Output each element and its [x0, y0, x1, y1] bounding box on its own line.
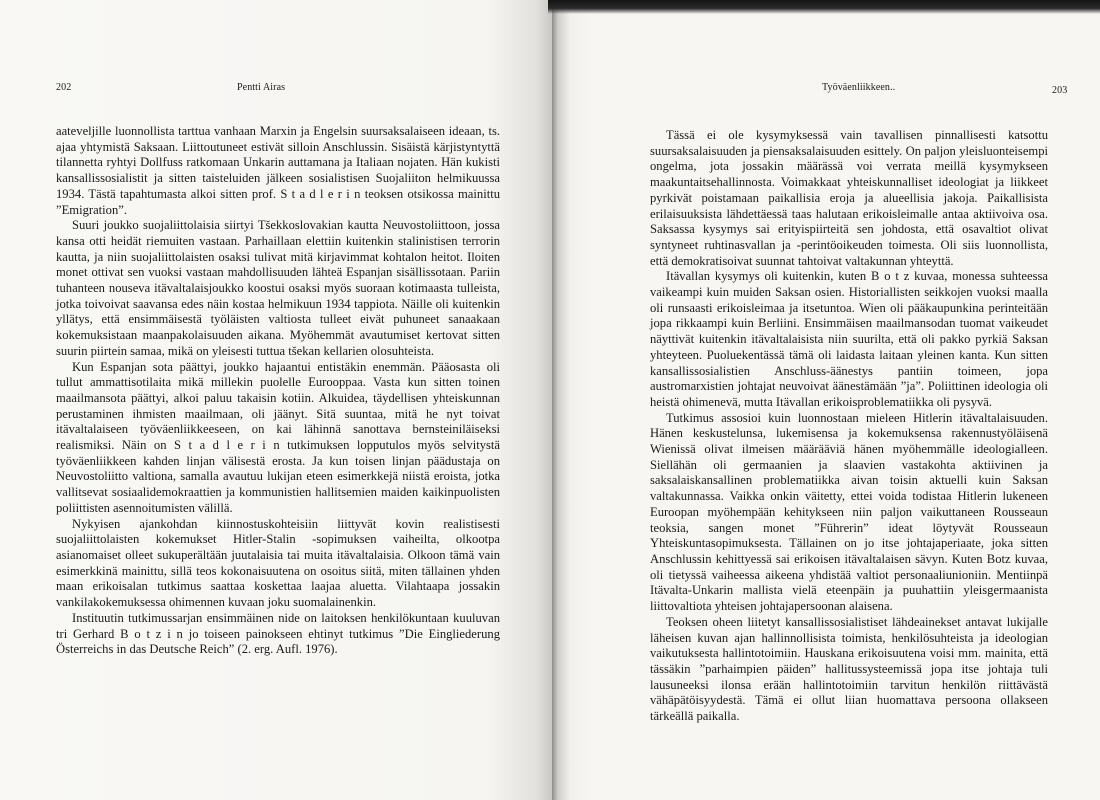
paragraph: Kun Espanjan sota päättyi, joukko hajaantui entistäkin enemmän. Pääosasta oli tullut ammattisotilaita mikä millekin puolelle Eurooppaa. Vasta kun sitten toinen maailmansota päättyi, alkoi paluu takaisin kotiin. Alkuidea, täydellisen yhteiskunnan perustaminen ihmisten maailmaan, oli jäänyt. Sitä suuntaa, mitä he nyt toivat itävaltalaiseen työväenliikkeeseen, on kai lähinnä sanottava bernsteiniläiseksi realismiksi. Näin on S t a d l e r i n tutkimuksen lopputulos myös selvitystä työväenliikkeen kahden linjan välisestä erosta. Ja kun toisen linjan päädustaja on Neuvostoliitto valtiona, samalla avautuu lukijan eteen esimerkkejä niistä eroista, jotka vallitsevat sosiaalidemokraattien ja kommunistien hallitsemien maiden kaikinpuolisten poliittisten asennoitumisten välillä.	[56, 359, 500, 515]
body-text	[56, 124, 500, 658]
scan-edge-shadow	[548, 0, 1100, 14]
paragraph: Tutkimus assosioi kuin luonnostaan mieleen Hitlerin itävaltalaisuuden. Hänen keskustelunsa, lukemisensa ja kokemuksensa rakennustyöläisenä Wienissä olivat ilmeisen määrääviä hänen myöhemmälle ideologialleen. Siellähän oli germaanien ja slaavien vastakohta aktiivinen ja saksalaiskansallinen problematiikka aivan toisin aktuelli kuin Saksan valtakunnassa. Vaikka onkin väitetty, ettei voida todistaa Hitlerin lukeneen Euroopan myöhempään kehitykseen niin paljon vaikuttaneen Rousseaun teoksia, sangen monet ”Führerin” ideat löytyvät Rousseaun Yhteiskuntasopimuksesta. Tällainen on jo itse johtajaperiaate, joka sitten Anschlussin kehittyessä sai erikoisen itävaltalaisen sävyn. Kuten Botz kuvaa, oli tietyssä vaiheessa aikeena yhdistää valtiot personaaliunioniin. Mentiinpä Itävalta-Unkarin mallista vielä eteenpäin ja puuhattiin yleisgermaanista liittovaltiota yhteisen johtajapersoonan alaisena.	[650, 410, 1048, 614]
page-number: 202	[56, 82, 72, 93]
paragraph: Itävallan kysymys oli kuitenkin, kuten B o t z kuvaa, monessa suhteessa vaikeampi kuin muiden Saksan osien. Historiallisten seikkojen vuoksi maalla oli runsaasti erikoisleimaa ja itsetuntoa. Wien oli pääkaupunkina perinteitään jopa rikkaampi kuin Berliini. Ensimmäisen maailmansodan tuomat vaikeudet näyttivät kuitenkin itävaltalaisista niin suurilta, että oli pakko pyrkiä Saksan yhteyteen. Puoluekentässä tämä oli laidasta laitaan yleinen kanta. Kun sitten kansallissosialistien Anschluss-äänestys pantiin toimeen, jopa austromarxistien johtajat neuvoivat äänestämään ”ja”. Poliittinen ideologia oli heistä ohimenevä, mutta Itävallan erikoisproblematiikka oli pysyvä.	[650, 269, 1048, 409]
running-title: Työväenliikkeen..	[822, 82, 896, 93]
paragraph: Suuri joukko suojaliittolaisia siirtyi Tšekkoslovakian kautta Neuvostoliittoon, jossa kansa otti heidät riemuiten vastaan. Parhaillaan elettiin kuitenkin stalinistisen terrorin kautta, ja niin suojaliittolaisten osaksi tulivat mitä kirjavimmat kohtalon heitot. Iloiten monet ottivat sen vuoksi vastaan mahdollisuuden lähteä Espanjan sisällissotaan. Pariin tuhanteen nouseva itävaltalaisjoukko koostui osaksi myös suoraan kotimaasta tulleista, jotka toivoivat saavansa edes näin kostaa helmikuun 1934 tappiota. Näille oli kuitenkin yllätys, että ensimmäisestä työläisten valtiosta tulleet eivät puhuneet sanaakaan kokemuksistaan maanpakolaisuuden aikana. Myöhemmät avautumiset kertovat sitten suurin piirtein samaa, mikä on yleisesti tuttua tšekan kellarien olosuhteista.	[56, 218, 500, 358]
paragraph: Tässä ei ole kysymyksessä vain tavallisen pinnallisesti katsottu suursaksalaisuuden ja piensaksalaisuuden esittely. On paljon yleisluonteisempi ongelma, jota jossakin määrässä voi verrata meillä kysymykseen maakuntaitsehallinnosta. Voimakkaat yhteiskunnalliset ideologiat ja liikkeet pyrkivät poistamaan paikallisia eroja ja alueellisia jakoja. Paikallisista erilaisuuksista lähdettäessä taas halutaan erikoisleimalle antaa aktiivoiva osa. Saksassa kysymys sai erityispiirteitä sen johdosta, että osavaltiot olivat syntyneet ruhtinasvallan ja -perintöoikeuden toimesta. Oli siis luonnollista, että demokratisoivat suunnat tahtoivat valtakunnan yhteyttä.	[650, 128, 1048, 268]
paragraph: Instituutin tutkimussarjan ensimmäinen nide on laitoksen henkilökuntaan kuuluvan tri Gerhard B o t z i n jo toiseen painokseen ehtinyt tutkimus ”Die Eingliederung Österreichs in das Deutsche Reich” (2. erg. Aufl. 1976).	[56, 610, 500, 657]
running-title: Pentti Airas	[237, 82, 286, 93]
right-page	[552, 0, 1100, 800]
page-number: 203	[1052, 85, 1068, 96]
paragraph: aateveljille luonnollista tarttua vanhaan Marxin ja Engelsin suursaksalaiseen ideaan, ts. ajaa yhtymistä Saksaan. Liittoutuneet estivät silloin Anschlussin. Sisäistä kärjistyntyttä tilannetta ryhtyi Dollfuss ratkomaan Unkarin auttamana ja Italiaan nojaten. Hän kukisti kansallissosialistit ja sitten taisteluiden jälkeen sosialistisen Suojaliiton helmikuussa 1934. Tästä tapahtumasta alkoi sitten prof. S t a d l e r i n teoksen otsikossa mainittu ”Emigration”.	[56, 124, 500, 217]
paragraph: Teoksen oheen liitetyt kansallissosialistiset lähdeainekset antavat lukijalle läheisen kuvan ajan hallinnollisista toimista, henkilösuhteista ja ideologian vaikutuksesta hallintotoimiin. Hauskana erikoisuutena voisi mm. mainita, että tässäkin ”parhaimpien päiden” hallitussysteemissä jopa itse johtaja tuli lausuneeksi ilonsa erään hallintotoimiin tarvitun henkilön riittävästä vähäpätöisyydestä. Tämä ei ollut liian huomattava persoona ollakseen tärkeällä paikalla.	[650, 614, 1048, 724]
paragraph: Nykyisen ajankohdan kiinnostuskohteisiin liittyvät kovin realistisesti suojaliittolaisten kokemukset Hitler-Stalin -sopimuksen vaiheilta, olkootpa asianomaiset olleet sukuperältään juutalaisia tai muita itävaltalaisia. Olkoon tämä vain esimerkkinä mainittu, sillä teos kokonaisuutena on osoitus siitä, miten tällainen yhden maan erikoisalan tutkimus saattaa koskettaa laajaa aluetta. Vilahtaapa jossakin vankilakokemuksessa ohimennen kuvaan joku suomalainenkin.	[56, 516, 500, 610]
body-text	[650, 128, 1048, 725]
